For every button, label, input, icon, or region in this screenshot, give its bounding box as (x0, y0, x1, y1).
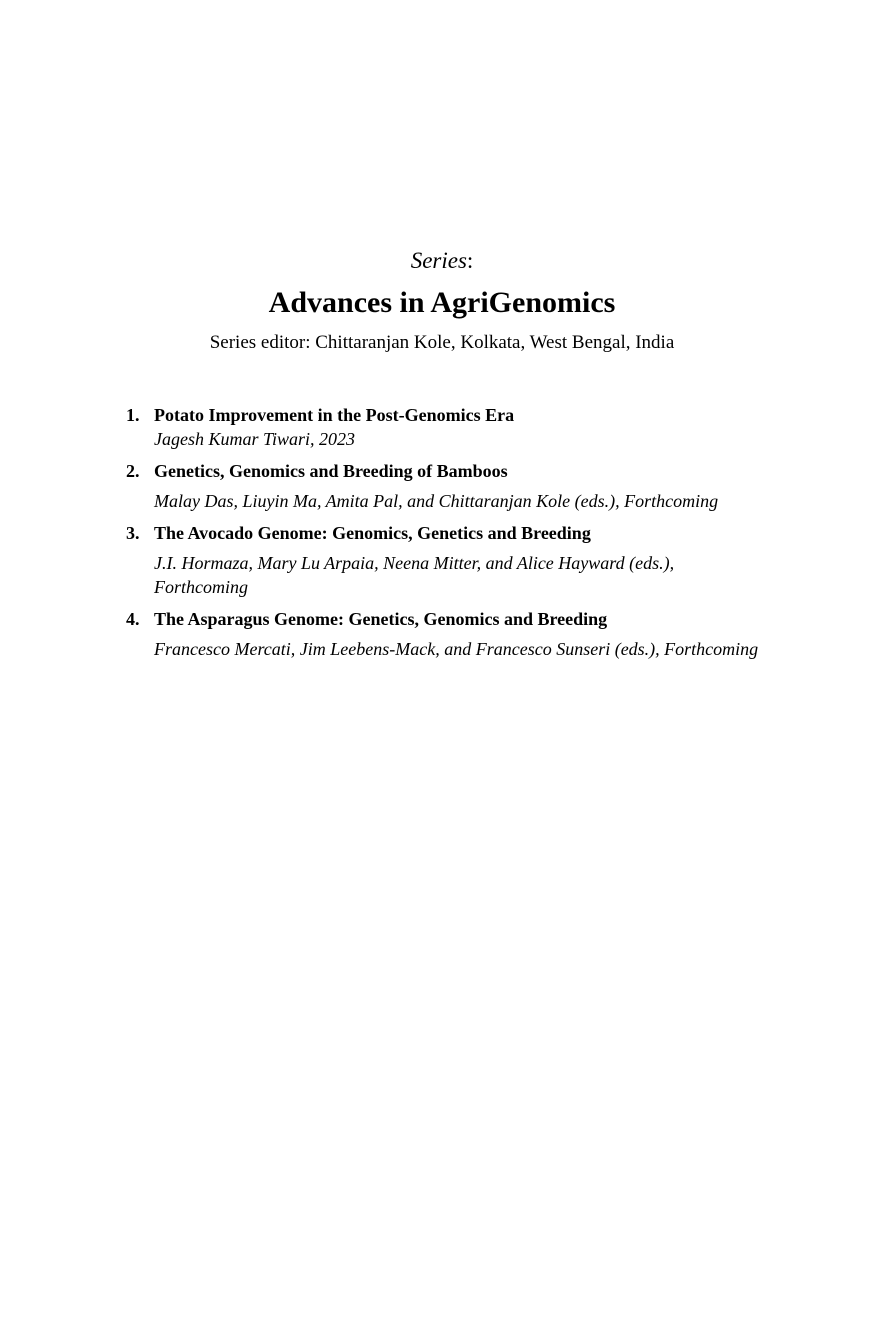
book-number: 4. (126, 609, 140, 629)
book-title: The Asparagus Genome: Genetics, Genomics and Breeding (154, 609, 608, 629)
book-authors: Malay Das, Liuyin Ma, Amita Pal, and Chittaranjan Kole (eds.), Forthcoming (154, 491, 719, 511)
book-item-2 (126, 459, 766, 513)
book-title: Genetics, Genomics and Breeding of Bamboos (154, 461, 508, 481)
series-label-colon: : (466, 248, 474, 273)
book-authors: J.I. Hormaza, Mary Lu Arpaia, Neena Mitter, and Alice Hayward (eds.), Forthcoming (154, 553, 675, 597)
book-number: 3. (126, 523, 140, 543)
book-authors: Francesco Mercati, Jim Leebens-Mack, and Francesco Sunseri (eds.), Forthcoming (154, 639, 759, 659)
book-number: 2. (126, 461, 140, 481)
book-authors: Jagesh Kumar Tiwari, 2023 (154, 429, 356, 449)
book-item-1 (126, 403, 766, 451)
series-label-text: Series (410, 248, 467, 273)
series-label (0, 247, 884, 275)
book-title: Potato Improvement in the Post-Genomics Era (154, 405, 515, 425)
book-number: 1. (126, 405, 140, 425)
book-title: The Avocado Genome: Genomics, Genetics and Breeding (154, 523, 591, 543)
series-title: Advances in AgriGenomics (268, 286, 616, 319)
book-list (126, 403, 766, 669)
series-editor: Series editor: Chittaranjan Kole, Kolkata, West Bengal, India (209, 332, 675, 353)
book-item-3 (126, 521, 766, 599)
book-item-4 (126, 607, 766, 661)
